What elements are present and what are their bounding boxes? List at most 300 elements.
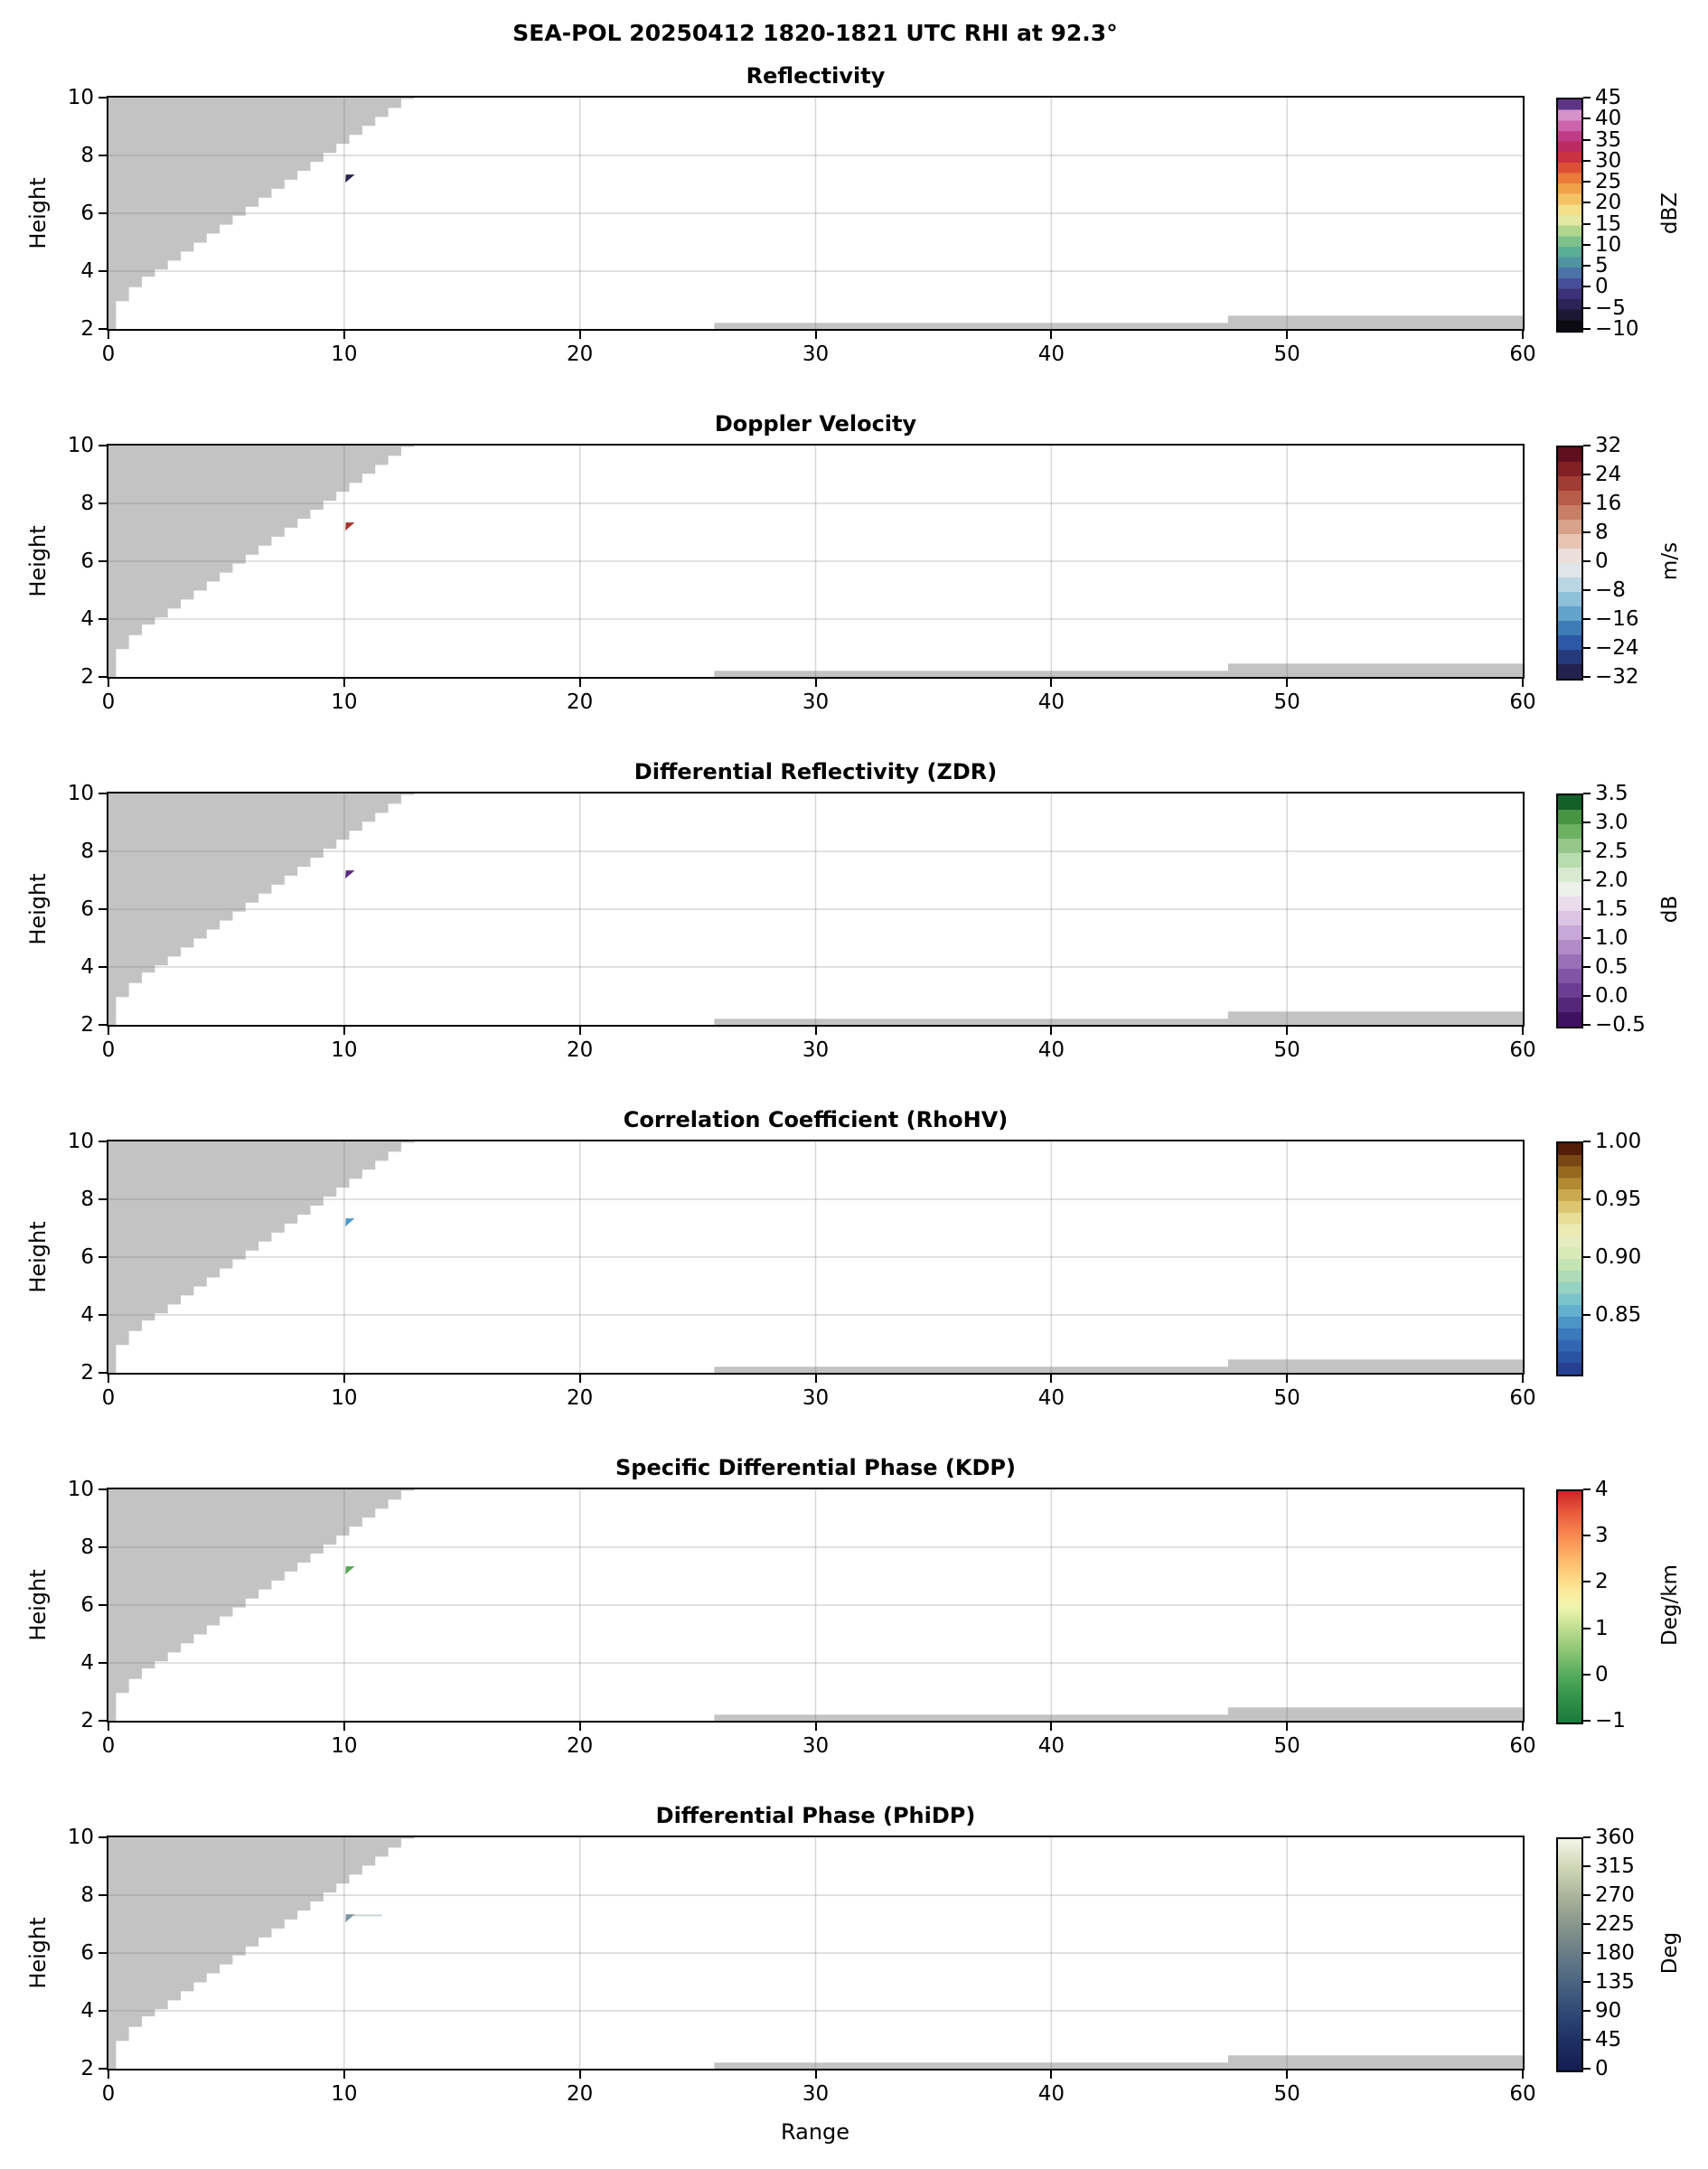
colorbar-tick: [1583, 1535, 1591, 1536]
colorbar-tick-label: 1.0: [1595, 926, 1628, 950]
y-tick: [99, 212, 107, 214]
clutter-strip-0: [714, 1366, 1230, 1373]
x-tick: [1050, 1723, 1052, 1731]
colorbar-tick-label: 0.5: [1595, 955, 1628, 979]
clutter-strip-0: [714, 1714, 1230, 1721]
y-tick-label: 2: [80, 2057, 94, 2080]
colorbar-tick-label: 45: [1595, 86, 1622, 109]
y-axis-label: Height: [25, 873, 51, 945]
y-tick-label: 10: [67, 1826, 94, 1849]
x-tick: [1522, 2070, 1524, 2079]
x-tick-label: 30: [802, 1734, 830, 1758]
colorbar-tick: [1583, 560, 1591, 562]
y-tick-label: 10: [67, 86, 94, 109]
colorbar-unit-label: dBZ: [1658, 192, 1682, 235]
x-tick-label: 40: [1037, 2082, 1065, 2106]
x-tick: [108, 1723, 109, 1731]
y-tick-label: 2: [80, 1013, 94, 1037]
colorbar-tick-label: 10: [1595, 232, 1622, 257]
colorbar-tick-label: 1.00: [1595, 1130, 1642, 1153]
y-tick-label: 6: [80, 549, 94, 573]
colorbar-tick-label: 270: [1595, 1883, 1635, 1907]
colorbar-tick: [1583, 937, 1591, 939]
x-tick: [343, 2070, 345, 2079]
colorbar-tick: [1583, 202, 1591, 203]
y-tick-label: 2: [80, 1361, 94, 1385]
x-tick: [579, 331, 581, 339]
y-tick-label: 2: [80, 317, 94, 341]
x-tick-label: 40: [1037, 1734, 1065, 1758]
y-tick-label: 2: [80, 665, 94, 689]
colorbar-tick-label: 32: [1595, 434, 1622, 457]
x-tick: [815, 2070, 817, 2079]
colorbar-tick: [1583, 160, 1591, 162]
y-tick: [99, 560, 107, 562]
colorbar-tick-label: 20: [1595, 191, 1622, 215]
y-tick: [99, 328, 107, 330]
colorbar-tick: [1583, 97, 1591, 99]
gridline-horizontal: [108, 270, 1523, 272]
colorbar: [1556, 1141, 1583, 1376]
x-tick: [1522, 1375, 1524, 1383]
clutter-strip-1: [1228, 315, 1523, 329]
colorbar-tick: [1583, 117, 1591, 119]
gridline-horizontal: [108, 502, 1523, 504]
plot-area: [108, 1489, 1523, 1721]
x-tick: [1286, 679, 1288, 687]
y-tick-label: 6: [80, 1245, 94, 1269]
x-tick: [1522, 1027, 1524, 1035]
colorbar-tick-label: 45: [1595, 2028, 1622, 2052]
y-tick: [99, 97, 107, 99]
y-tick-label: 8: [80, 1188, 94, 1211]
colorbar-tick: [1583, 1981, 1591, 1983]
clutter-strip-1: [1228, 2055, 1523, 2069]
colorbar-tick: [1583, 307, 1591, 309]
y-axis-label: Height: [25, 1917, 51, 1989]
x-tick-label: 60: [1509, 2082, 1536, 2106]
colorbar-tick: [1583, 445, 1591, 446]
x-tick: [108, 2070, 109, 2079]
x-tick-label: 50: [1273, 1038, 1300, 1062]
x-tick-label: 60: [1509, 690, 1536, 714]
colorbar-tick: [1583, 1314, 1591, 1316]
x-tick-label: 50: [1273, 2082, 1300, 2106]
y-axis-label: Height: [25, 1221, 51, 1293]
x-tick-label: 30: [802, 1038, 830, 1062]
x-tick: [343, 679, 345, 687]
x-tick: [1050, 1027, 1052, 1035]
colorbar-tick-label: 360: [1595, 1826, 1635, 1849]
colorbar-tick-label: 35: [1595, 127, 1622, 152]
x-tick-label: 40: [1037, 690, 1065, 714]
clutter-strip-1: [1228, 1707, 1523, 1721]
colorbar-tick-label: 25: [1595, 170, 1622, 194]
y-tick: [99, 445, 107, 446]
colorbar-unit-label: dB: [1658, 895, 1682, 924]
colorbar-tick: [1583, 1141, 1591, 1142]
panel-title: Doppler Velocity: [714, 411, 917, 437]
y-tick: [99, 1662, 107, 1664]
x-tick-label: 10: [331, 1386, 358, 1410]
x-tick-label: 20: [567, 343, 594, 366]
plot-area: [108, 793, 1523, 1025]
x-tick: [1286, 1723, 1288, 1731]
y-tick: [99, 908, 107, 910]
y-tick-label: 10: [67, 1130, 94, 1153]
colorbar-tick-label: 24: [1595, 463, 1622, 486]
gridline-horizontal: [108, 1662, 1523, 1664]
x-tick-label: 40: [1037, 1038, 1065, 1062]
x-tick: [343, 1723, 345, 1731]
x-tick-label: 50: [1273, 343, 1300, 366]
echo-speck: [345, 174, 354, 183]
colorbar-unit-label: Deg: [1658, 1931, 1682, 1975]
colorbar-tick: [1583, 793, 1591, 794]
y-axis-label: Height: [25, 525, 51, 597]
colorbar-tick-label: −16: [1595, 607, 1639, 631]
plot-area: [108, 1141, 1523, 1373]
colorbar-tick: [1583, 822, 1591, 823]
colorbar-tick: [1583, 1581, 1591, 1582]
colorbar-tick-label: 0.0: [1595, 984, 1628, 1008]
colorbar-tick-label: 180: [1595, 1941, 1635, 1965]
colorbar-unit-label: m/s: [1658, 541, 1682, 581]
x-tick-label: 20: [567, 2082, 594, 2106]
x-tick-label: 20: [567, 1386, 594, 1410]
x-tick-label: 30: [802, 690, 830, 714]
colorbar-tick-label: 4: [1595, 1478, 1609, 1501]
x-tick-label: 10: [331, 1038, 358, 1062]
colorbar: [1556, 98, 1583, 333]
panel-title: Specific Differential Phase (KDP): [615, 1455, 1016, 1480]
colorbar-tick: [1583, 139, 1591, 141]
y-tick-label: 10: [67, 434, 94, 457]
y-tick: [99, 966, 107, 968]
y-tick-label: 2: [80, 1709, 94, 1732]
colorbar-tick-label: 30: [1595, 148, 1622, 173]
colorbar-tick: [1583, 1198, 1591, 1200]
x-tick-label: 0: [101, 1038, 116, 1062]
clutter-strip-1: [1228, 1011, 1523, 1025]
colorbar-tick: [1583, 2039, 1591, 2041]
x-tick-label: 0: [101, 1734, 116, 1758]
colorbar-tick: [1583, 879, 1591, 881]
gridline-horizontal: [108, 1314, 1523, 1316]
x-tick-label: 50: [1273, 690, 1300, 714]
colorbar-tick-label: 0.85: [1595, 1303, 1642, 1327]
colorbar-tick-label: 0: [1595, 2057, 1609, 2080]
y-tick: [99, 676, 107, 678]
x-tick-label: 20: [567, 690, 594, 714]
y-tick: [99, 502, 107, 504]
x-tick: [579, 679, 581, 687]
colorbar-tick: [1583, 531, 1591, 533]
x-tick: [1286, 2070, 1288, 2079]
x-tick-label: 50: [1273, 1386, 1300, 1410]
colorbar-tick-label: 8: [1595, 521, 1609, 544]
colorbar-tick: [1583, 908, 1591, 910]
x-tick-label: 20: [567, 1734, 594, 1758]
colorbar-tick-label: −24: [1595, 636, 1639, 660]
colorbar-tick-label: 225: [1595, 1912, 1635, 1936]
colorbar-tick-label: 0: [1595, 275, 1609, 299]
y-tick-label: 6: [80, 1941, 94, 1965]
y-tick-label: 10: [67, 1478, 94, 1501]
colorbar-tick-label: 40: [1595, 107, 1622, 131]
colorbar-tick: [1583, 502, 1591, 504]
x-tick-label: 30: [802, 2082, 830, 2106]
colorbar-tick: [1583, 1836, 1591, 1838]
x-tick: [1522, 331, 1524, 339]
colorbar-tick-label: 2.5: [1595, 840, 1628, 863]
colorbar-tick-label: 1.5: [1595, 897, 1628, 921]
colorbar-tick-label: 0.90: [1595, 1245, 1642, 1269]
x-tick: [343, 331, 345, 339]
colorbar-tick: [1583, 1952, 1591, 1954]
colorbar-tick: [1583, 223, 1591, 225]
x-tick: [815, 331, 817, 339]
colorbar-tick: [1583, 181, 1591, 183]
colorbar-unit-label: Deg/km: [1658, 1564, 1682, 1646]
colorbar-tick: [1583, 244, 1591, 246]
x-tick-label: 50: [1273, 1734, 1300, 1758]
y-tick: [99, 1488, 107, 1490]
clutter-strip-0: [714, 323, 1230, 329]
echo-tail: [353, 1914, 381, 1916]
gridline-horizontal: [108, 2010, 1523, 2012]
x-tick: [1050, 2070, 1052, 2079]
plot-area: [108, 446, 1523, 677]
x-tick-label: 40: [1037, 1386, 1065, 1410]
y-tick-label: 10: [67, 782, 94, 805]
colorbar-tick-label: 90: [1595, 1999, 1622, 2023]
colorbar: [1556, 1489, 1583, 1724]
y-tick: [99, 793, 107, 794]
x-tick: [815, 679, 817, 687]
colorbar-tick-label: 0: [1595, 549, 1609, 573]
gridline-horizontal: [108, 1546, 1523, 1548]
echo-speck: [345, 522, 354, 531]
x-tick-label: 0: [101, 1386, 116, 1410]
colorbar-tick-label: 0.95: [1595, 1188, 1642, 1211]
colorbar-tick: [1583, 286, 1591, 287]
echo-speck: [345, 1566, 354, 1574]
y-tick-label: 4: [80, 607, 94, 631]
x-tick-label: 10: [331, 2082, 358, 2106]
x-tick-label: 60: [1509, 343, 1536, 366]
y-tick-label: 4: [80, 1303, 94, 1327]
x-tick: [1522, 679, 1524, 687]
colorbar-tick: [1583, 2010, 1591, 2012]
colorbar-tick: [1583, 1865, 1591, 1867]
y-tick: [99, 1314, 107, 1316]
x-tick-label: 60: [1509, 1038, 1536, 1062]
y-tick-label: 8: [80, 840, 94, 863]
colorbar-tick-label: 3: [1595, 1524, 1609, 1548]
x-tick: [343, 1375, 345, 1383]
x-tick-label: 10: [331, 1734, 358, 1758]
y-axis-label: Height: [25, 1569, 51, 1641]
gridline-horizontal: [108, 1256, 1523, 1258]
gridline-horizontal: [108, 560, 1523, 562]
colorbar-tick: [1583, 1628, 1591, 1629]
y-tick: [99, 1894, 107, 1896]
y-tick-label: 4: [80, 1999, 94, 2023]
colorbar-tick-label: 1: [1595, 1616, 1609, 1640]
colorbar-tick: [1583, 995, 1591, 997]
x-tick: [108, 679, 109, 687]
colorbar: [1556, 1837, 1583, 2072]
y-tick-label: 8: [80, 1535, 94, 1559]
colorbar-tick-label: −5: [1595, 296, 1626, 320]
x-tick: [1522, 1723, 1524, 1731]
x-tick-label: 60: [1509, 1386, 1536, 1410]
colorbar-tick-label: 15: [1595, 211, 1622, 236]
colorbar-tick-label: 315: [1595, 1854, 1635, 1878]
colorbar-tick: [1583, 1024, 1591, 1026]
y-tick: [99, 850, 107, 852]
y-tick: [99, 1836, 107, 1838]
x-tick: [108, 1375, 109, 1383]
x-tick-label: 0: [101, 690, 116, 714]
y-tick: [99, 618, 107, 620]
y-tick: [99, 155, 107, 156]
colorbar-tick: [1583, 618, 1591, 620]
x-tick: [579, 1375, 581, 1383]
clutter-strip-0: [714, 671, 1230, 677]
colorbar-tick-label: −1: [1595, 1709, 1626, 1732]
y-tick-label: 6: [80, 202, 94, 225]
x-tick-label: 30: [802, 1386, 830, 1410]
colorbar-tick-label: 2: [1595, 1570, 1609, 1594]
gridline-horizontal: [108, 966, 1523, 968]
x-axis-label: Range: [780, 2119, 850, 2145]
colorbar-tick: [1583, 966, 1591, 968]
x-tick: [1050, 331, 1052, 339]
x-tick: [815, 1723, 817, 1731]
clutter-strip-0: [714, 1019, 1230, 1025]
y-tick-label: 8: [80, 492, 94, 515]
gridline-horizontal: [108, 1894, 1523, 1896]
colorbar-tick-label: 2.0: [1595, 869, 1628, 892]
gridline-horizontal: [108, 618, 1523, 620]
colorbar-tick: [1583, 1256, 1591, 1258]
y-tick-label: 4: [80, 955, 94, 979]
x-tick: [343, 1027, 345, 1035]
y-tick: [99, 1141, 107, 1142]
y-tick-label: 6: [80, 897, 94, 921]
y-tick: [99, 1024, 107, 1026]
y-tick: [99, 1720, 107, 1722]
gridline-horizontal: [108, 1604, 1523, 1606]
x-tick-label: 20: [567, 1038, 594, 1062]
panel-title: Correlation Coefficient (RhoHV): [623, 1107, 1009, 1132]
y-tick: [99, 270, 107, 272]
plot-area: [108, 1837, 1523, 2069]
clutter-strip-1: [1228, 663, 1523, 677]
colorbar-tick: [1583, 265, 1591, 267]
y-tick: [99, 1952, 107, 1954]
colorbar-tick: [1583, 589, 1591, 591]
clutter-strip-1: [1228, 1359, 1523, 1373]
gridline-horizontal: [108, 1198, 1523, 1200]
colorbar-tick: [1583, 1674, 1591, 1676]
y-axis-label: Height: [25, 177, 51, 249]
x-tick: [108, 331, 109, 339]
x-tick-label: 10: [331, 343, 358, 366]
x-tick-label: 40: [1037, 343, 1065, 366]
colorbar-tick-label: 3.5: [1595, 782, 1628, 805]
y-tick-label: 4: [80, 259, 94, 283]
gridline-horizontal: [108, 908, 1523, 910]
colorbar-tick: [1583, 474, 1591, 475]
y-tick: [99, 1604, 107, 1606]
colorbar: [1556, 446, 1583, 681]
panel-title: Differential Reflectivity (ZDR): [633, 759, 998, 784]
colorbar-tick: [1583, 2068, 1591, 2070]
x-tick: [815, 1027, 817, 1035]
colorbar-tick: [1583, 676, 1591, 678]
y-tick-label: 4: [80, 1651, 94, 1675]
y-tick: [99, 1256, 107, 1258]
colorbar-tick: [1583, 647, 1591, 649]
x-tick-label: 0: [101, 2082, 116, 2106]
x-tick-label: 10: [331, 690, 358, 714]
x-tick-label: 60: [1509, 1734, 1536, 1758]
x-tick: [579, 2070, 581, 2079]
x-tick: [815, 1375, 817, 1383]
colorbar-tick-label: −8: [1595, 578, 1626, 602]
plot-area: [108, 98, 1523, 329]
y-tick: [99, 1198, 107, 1200]
y-tick-label: 8: [80, 1883, 94, 1907]
y-tick: [99, 1372, 107, 1374]
clutter-strip-0: [714, 2062, 1230, 2069]
y-tick-label: 6: [80, 1593, 94, 1617]
x-tick: [108, 1027, 109, 1035]
x-tick: [1286, 1027, 1288, 1035]
x-tick: [579, 1027, 581, 1035]
x-tick-label: 30: [802, 343, 830, 366]
colorbar-tick: [1583, 1894, 1591, 1896]
colorbar-tick: [1583, 1720, 1591, 1722]
colorbar-tick: [1583, 1923, 1591, 1925]
echo-speck: [345, 1218, 354, 1226]
colorbar-tick-label: −0.5: [1595, 1013, 1646, 1037]
y-tick: [99, 1546, 107, 1548]
y-tick: [99, 2068, 107, 2070]
colorbar-tick-label: 3.0: [1595, 811, 1628, 834]
figure-suptitle: SEA-POL 20250412 1820-1821 UTC RHI at 92.3°: [512, 20, 1118, 46]
x-tick: [1286, 1375, 1288, 1383]
x-tick: [1050, 1375, 1052, 1383]
x-tick: [579, 1723, 581, 1731]
colorbar-tick-label: −32: [1595, 665, 1639, 689]
colorbar-tick-label: 0: [1595, 1662, 1609, 1686]
gridline-horizontal: [108, 1952, 1523, 1954]
gridline-horizontal: [108, 850, 1523, 852]
gridline-horizontal: [108, 155, 1523, 156]
colorbar-tick: [1583, 1488, 1591, 1490]
colorbar-tick-label: 16: [1595, 492, 1622, 515]
x-tick: [1050, 679, 1052, 687]
colorbar-tick-label: 135: [1595, 1970, 1635, 1994]
colorbar-tick: [1583, 850, 1591, 852]
colorbar-tick-label: −10: [1595, 317, 1639, 341]
y-tick: [99, 2010, 107, 2012]
panel-title: Differential Phase (PhiDP): [655, 1803, 976, 1828]
